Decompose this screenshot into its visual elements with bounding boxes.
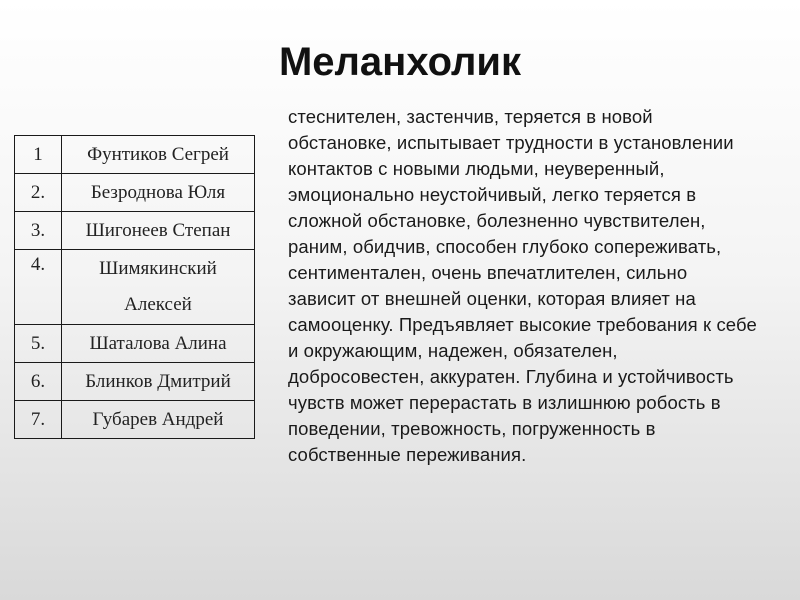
student-name [62,250,255,325]
student-name-line2: Алексей [124,294,192,315]
table-row [15,212,255,250]
student-name: Шигонеев Степан [62,212,255,250]
student-name-line1: Шимякинский [99,258,217,279]
temperament-description: стеснителен, застенчив, теряется в новой обстановке, испытывает трудности в установлении контактов с новыми людьми, неуверенный, эмоционально неустойчивый, легко теряется в сложной обстановке, болезненно чувствителен, раним, обидчив, способен глубоко сопереживать, сентиментален, очень впечатлителен, сильно зависит от внешней оценки, которая влияет на самооценку. Предъявляет высокие требования к себе и окружающим, надежен, обязателен, добросовестен, аккуратен. Глубина и устойчивость чувств может перерастать в излишнюю робость в поведении, тревожность, погруженность в собственные переживания. [288,106,757,465]
table-row [15,401,255,439]
student-name: Шаталова Алина [62,325,255,363]
table-row [15,250,255,325]
table-row [15,174,255,212]
slide-title: Меланхолик [278,40,522,84]
table-row [15,325,255,363]
row-number: 3. [15,212,62,250]
table-row [15,136,255,174]
students-table [14,135,255,439]
student-name: Губарев Андрей [62,401,255,439]
student-name: Фунтиков Сегрей [62,136,255,174]
row-number: 7. [15,401,62,439]
row-number: 1 [15,136,62,174]
row-number: 2. [15,174,62,212]
row-number: 4. [15,250,62,325]
row-number: 5. [15,325,62,363]
student-name: Блинков Дмитрий [62,363,255,401]
student-name: Безроднова Юля [62,174,255,212]
row-number: 6. [15,363,62,401]
table-row [15,363,255,401]
